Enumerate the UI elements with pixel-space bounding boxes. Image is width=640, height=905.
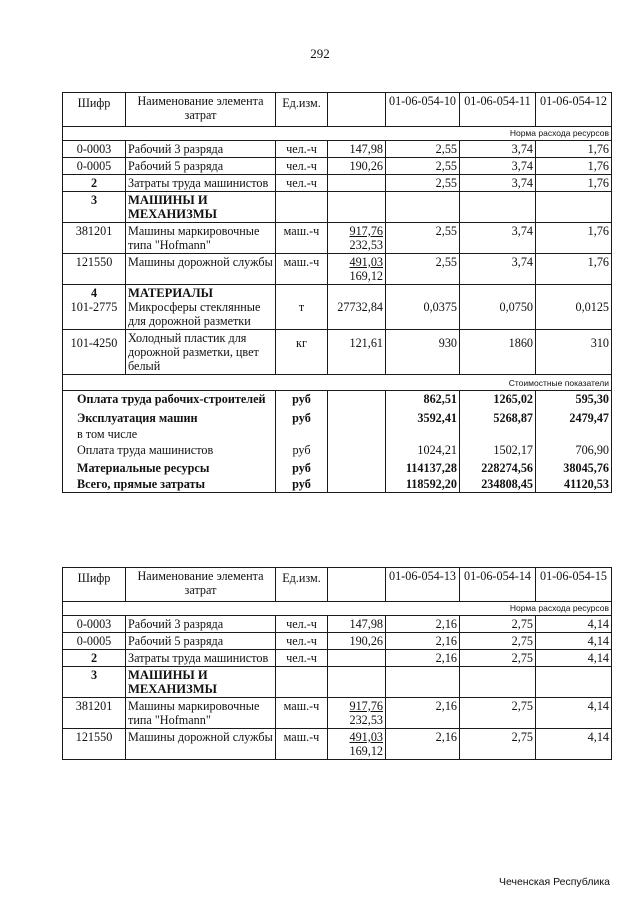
row-value-1: [386, 667, 460, 698]
row-price: 190,26: [328, 158, 386, 175]
row-value-2: 3,74: [460, 175, 536, 192]
row-unit: чел.-ч: [276, 141, 328, 158]
category-row: [63, 667, 612, 698]
row-unit: [276, 667, 328, 698]
section-norm-label: Норма расхода ресурсов: [63, 127, 612, 141]
price-labor-value: 232,53: [349, 238, 383, 252]
totals-price: [328, 476, 386, 493]
totals-unit: [276, 426, 328, 442]
totals-price: [328, 458, 386, 476]
row-unit: [276, 285, 328, 330]
totals-unit: руб: [276, 442, 328, 458]
row-value-1: 2,16: [386, 698, 460, 729]
price-value: 917,76: [349, 699, 383, 713]
row-value-2: [460, 667, 536, 698]
row-code: [63, 285, 126, 330]
totals-value-3: 38045,76: [536, 458, 612, 476]
row-name: [126, 285, 276, 330]
price-labor-value: 169,12: [349, 269, 383, 283]
totals-value-2: 1265,02: [460, 391, 536, 408]
row-value-2: 2,75: [460, 698, 536, 729]
price-value: 491,03: [349, 730, 383, 744]
totals-price: [328, 442, 386, 458]
row-code: 2: [63, 175, 126, 192]
row-value-1: 2,16: [386, 633, 460, 650]
table-header-row: [63, 568, 612, 602]
header-name: Наименование элемента затрат: [126, 568, 276, 602]
totals-name: Эксплуатация машин: [63, 407, 276, 426]
row-value-3: 1,76: [536, 158, 612, 175]
row-unit: маш.-ч: [276, 698, 328, 729]
totals-name: Материальные ресурсы: [63, 458, 276, 476]
row-code: 381201: [63, 223, 126, 254]
row-price: [328, 698, 386, 729]
row-price: 190,26: [328, 633, 386, 650]
row-unit: чел.-ч: [276, 616, 328, 633]
row-code: 3: [63, 192, 126, 223]
cost-table-1: [62, 92, 612, 493]
row-value-3: 1,76: [536, 254, 612, 285]
category-title: МАШИНЫ И МЕХАНИЗМЫ: [126, 192, 276, 223]
row-code: 3: [63, 667, 126, 698]
price-labor-value: 169,12: [349, 744, 383, 758]
category-number: 4: [90, 286, 98, 300]
row-name: Холодный пластик для дорожной разметки, цвет белый: [126, 330, 276, 375]
row-unit: [276, 192, 328, 223]
row-unit: маш.-ч: [276, 729, 328, 760]
section-row: [63, 375, 612, 391]
table-row: [63, 254, 612, 285]
row-name: Рабочий 3 разряда: [126, 141, 276, 158]
row-value-1: 2,16: [386, 729, 460, 760]
row-price: [328, 650, 386, 667]
category-title: МАТЕРИАЛЫ: [128, 286, 214, 300]
table-row: [63, 141, 612, 158]
row-unit: чел.-ч: [276, 633, 328, 650]
row-value-2: 3,74: [460, 141, 536, 158]
category-title: МАШИНЫ И МЕХАНИЗМЫ: [126, 667, 276, 698]
row-value-2: 3,74: [460, 254, 536, 285]
row-price: [328, 285, 386, 330]
table-row: [63, 175, 612, 192]
header-col-2: 01-06-054-11: [460, 93, 536, 127]
header-col-1: 01-06-054-13: [386, 568, 460, 602]
row-value-1: 2,55: [386, 254, 460, 285]
row-value-2: 2,75: [460, 729, 536, 760]
row-value-1: [386, 192, 460, 223]
totals-value-3: 2479,47: [536, 407, 612, 426]
row-price-text: 27732,84: [337, 300, 383, 314]
row-value-1: [386, 285, 460, 330]
totals-name: Оплата труда машинистов: [63, 442, 276, 458]
row-value-2: 2,75: [460, 633, 536, 650]
totals-value-3: 41120,53: [536, 476, 612, 493]
price-value: 917,76: [349, 224, 383, 238]
row-name: Затраты труда машинистов: [126, 175, 276, 192]
row-price: [328, 175, 386, 192]
totals-value-1: [386, 426, 460, 442]
totals-value-1: 862,51: [386, 391, 460, 408]
totals-unit: руб: [276, 391, 328, 408]
row-code: 381201: [63, 698, 126, 729]
row-code: 121550: [63, 729, 126, 760]
row-value-text: 0,0375: [423, 300, 457, 314]
row-value-3: 4,14: [536, 650, 612, 667]
table-row: [63, 223, 612, 254]
table-row: [63, 158, 612, 175]
row-code: 121550: [63, 254, 126, 285]
table-header-row: [63, 93, 612, 127]
category-row: [63, 192, 612, 223]
header-unit: Ед.изм.: [276, 568, 328, 602]
table-row: [63, 616, 612, 633]
row-value-1: 2,55: [386, 223, 460, 254]
totals-name: в том числе: [63, 426, 276, 442]
row-value-3: 4,14: [536, 729, 612, 760]
cost-table-2: [62, 567, 612, 760]
row-value-3: 1,76: [536, 223, 612, 254]
totals-price: [328, 426, 386, 442]
row-price: [328, 223, 386, 254]
totals-value-2: 228274,56: [460, 458, 536, 476]
table-row: [63, 729, 612, 760]
row-code: 0-0003: [63, 141, 126, 158]
totals-unit: руб: [276, 476, 328, 493]
totals-unit: руб: [276, 458, 328, 476]
row-value-2: 3,74: [460, 223, 536, 254]
row-value-2: 2,75: [460, 650, 536, 667]
header-col-1: 01-06-054-10: [386, 93, 460, 127]
row-unit: чел.-ч: [276, 158, 328, 175]
row-price: 121,61: [328, 330, 386, 375]
totals-value-3: 706,90: [536, 442, 612, 458]
totals-value-1: 114137,28: [386, 458, 460, 476]
row-unit: маш.-ч: [276, 254, 328, 285]
price-value: 491,03: [349, 255, 383, 269]
row-value-3: [536, 285, 612, 330]
totals-row: [63, 458, 612, 476]
totals-price: [328, 391, 386, 408]
row-price: [328, 254, 386, 285]
row-name: Машины дорожной службы: [126, 254, 276, 285]
row-name: Машины маркировочные типа "Hofmann": [126, 698, 276, 729]
totals-value-2: 234808,45: [460, 476, 536, 493]
section-norm-label: Норма расхода ресурсов: [63, 602, 612, 616]
row-code: 101-4250: [63, 330, 126, 375]
row-value-3: 4,14: [536, 633, 612, 650]
row-value-1: 2,55: [386, 158, 460, 175]
row-value-1: 2,55: [386, 175, 460, 192]
row-name: Машины дорожной службы: [126, 729, 276, 760]
totals-unit: руб: [276, 407, 328, 426]
header-code: Шифр: [63, 93, 126, 127]
row-unit: маш.-ч: [276, 223, 328, 254]
totals-row: [63, 407, 612, 426]
footer-region: Чеченская Республика: [499, 876, 610, 888]
row-value-1: 2,16: [386, 650, 460, 667]
row-unit: чел.-ч: [276, 650, 328, 667]
row-price: [328, 729, 386, 760]
row-name: Рабочий 5 разряда: [126, 158, 276, 175]
row-code: 0-0003: [63, 616, 126, 633]
totals-price: [328, 407, 386, 426]
totals-value-1: 1024,21: [386, 442, 460, 458]
totals-value-3: [536, 426, 612, 442]
header-code: Шифр: [63, 568, 126, 602]
row-value-text: 0,0125: [575, 300, 609, 314]
row-value-3: [536, 192, 612, 223]
row-price: [328, 667, 386, 698]
price-labor-value: 232,53: [349, 713, 383, 727]
totals-value-1: 118592,20: [386, 476, 460, 493]
table-row: [63, 650, 612, 667]
row-value-3: 1,76: [536, 175, 612, 192]
totals-value-2: [460, 426, 536, 442]
row-price: 147,98: [328, 141, 386, 158]
section-row: [63, 127, 612, 141]
table-row: [63, 633, 612, 650]
row-price: [328, 192, 386, 223]
row-value-1: 2,16: [386, 616, 460, 633]
header-unit: Ед.изм.: [276, 93, 328, 127]
header-col-2: 01-06-054-14: [460, 568, 536, 602]
totals-value-3: 595,30: [536, 391, 612, 408]
row-name: Микросферы стеклянные для дорожной разметки: [128, 300, 261, 328]
row-name: Машины маркировочные типа "Hofmann": [126, 223, 276, 254]
section-row: [63, 602, 612, 616]
totals-row: [63, 391, 612, 408]
totals-value-1: 3592,41: [386, 407, 460, 426]
table-row: [63, 330, 612, 375]
row-value-3: 4,14: [536, 616, 612, 633]
row-value-3: 310: [536, 330, 612, 375]
row-code: 101-2775: [70, 300, 118, 314]
totals-row: [63, 476, 612, 493]
row-value-3: 4,14: [536, 698, 612, 729]
row-value-2: 3,74: [460, 158, 536, 175]
row-name: Рабочий 3 разряда: [126, 616, 276, 633]
totals-value-2: 5268,87: [460, 407, 536, 426]
page-number: 292: [310, 46, 330, 61]
totals-value-2: 1502,17: [460, 442, 536, 458]
row-value-1: 930: [386, 330, 460, 375]
header-col-3: 01-06-054-15: [536, 568, 612, 602]
totals-row: [63, 442, 612, 458]
section-cost-label: Стоимостные показатели: [63, 375, 612, 391]
row-value-3: [536, 667, 612, 698]
header-col-3: 01-06-054-12: [536, 93, 612, 127]
row-value-1: 2,55: [386, 141, 460, 158]
totals-name: Оплата труда рабочих-строителей: [63, 391, 276, 408]
header-price: [328, 93, 386, 127]
totals-name: Всего, прямые затраты: [63, 476, 276, 493]
row-price: 147,98: [328, 616, 386, 633]
row-unit-text: т: [298, 300, 305, 314]
row-value-3: 1,76: [536, 141, 612, 158]
row-code: 0-0005: [63, 158, 126, 175]
table-row: [63, 698, 612, 729]
category-row: [63, 285, 612, 330]
row-name: Рабочий 5 разряда: [126, 633, 276, 650]
row-value-text: 0,0750: [499, 300, 533, 314]
row-code: 2: [63, 650, 126, 667]
row-value-2: [460, 192, 536, 223]
row-value-2: 2,75: [460, 616, 536, 633]
row-code: 0-0005: [63, 633, 126, 650]
header-price: [328, 568, 386, 602]
row-unit: кг: [276, 330, 328, 375]
row-unit: чел.-ч: [276, 175, 328, 192]
totals-row: [63, 426, 612, 442]
header-name: Наименование элемента затрат: [126, 93, 276, 127]
row-value-2: [460, 285, 536, 330]
row-value-2: 1860: [460, 330, 536, 375]
row-name: Затраты труда машинистов: [126, 650, 276, 667]
